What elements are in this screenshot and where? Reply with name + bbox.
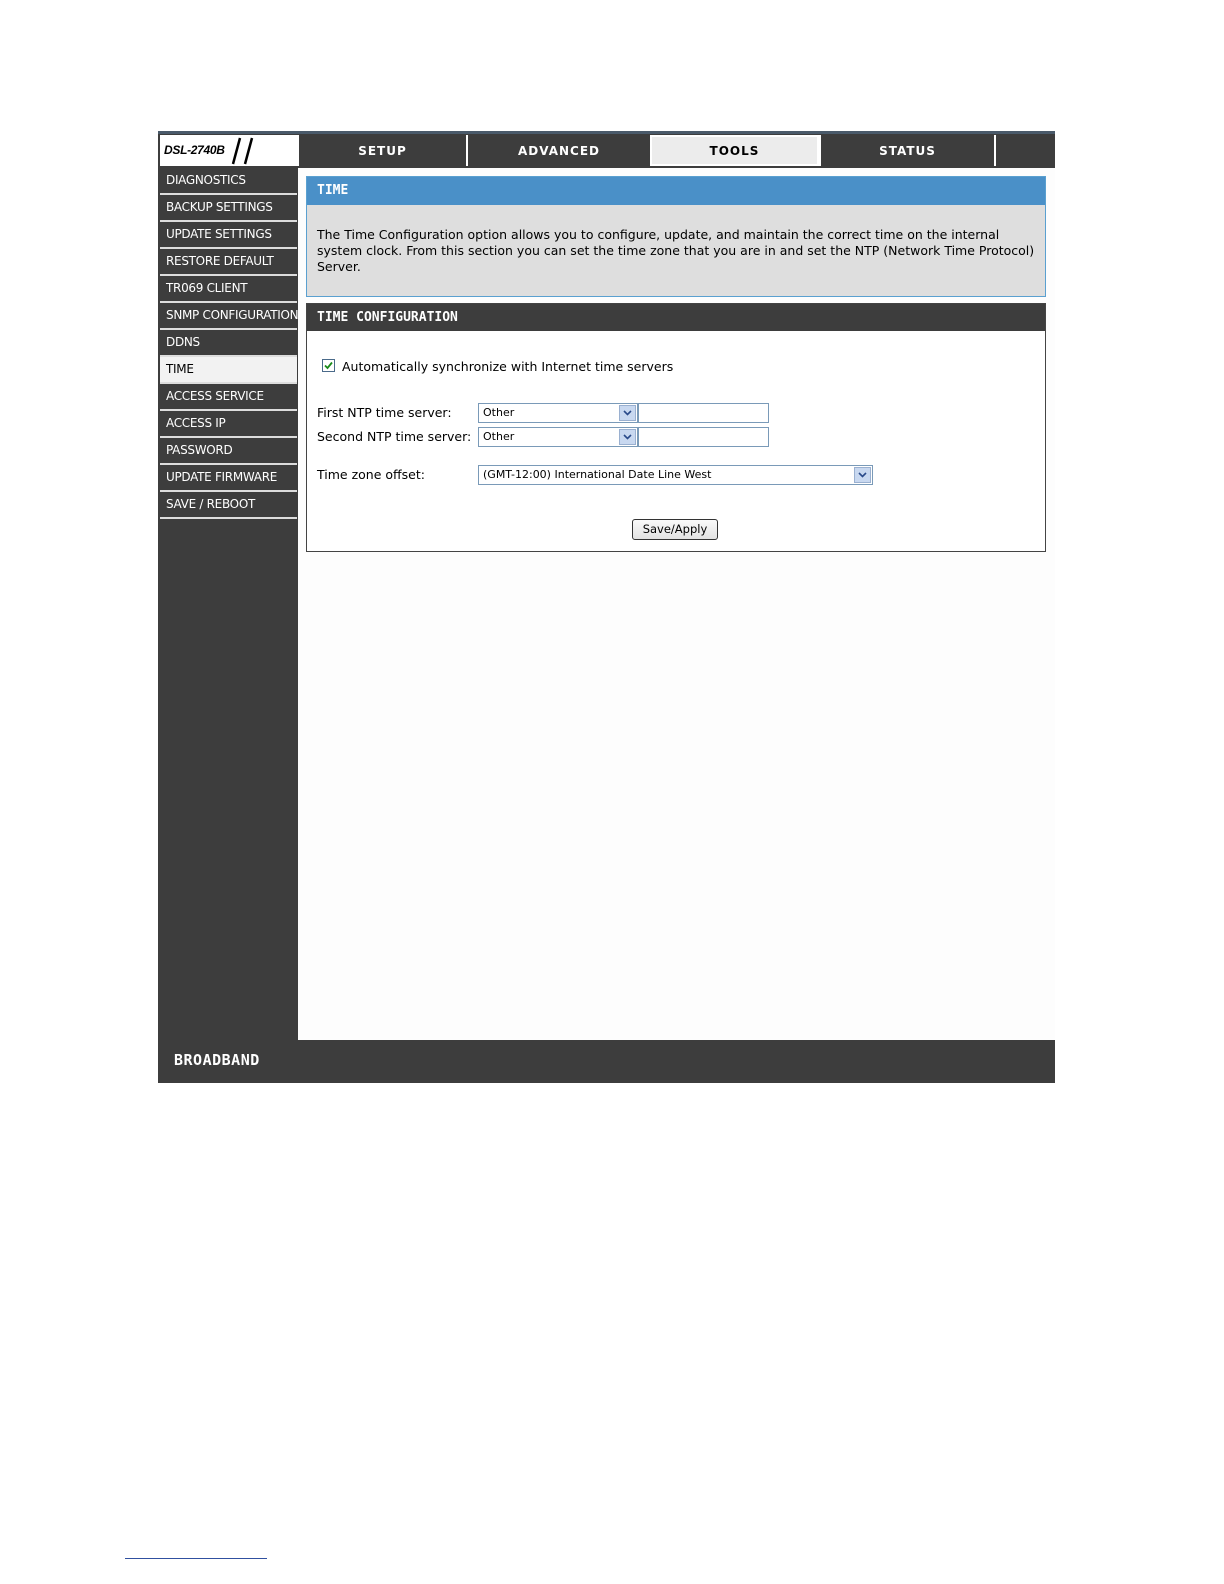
check-icon bbox=[323, 360, 334, 371]
time-panel-title: TIME bbox=[307, 177, 1045, 205]
first-ntp-custom-input[interactable] bbox=[638, 403, 769, 423]
router-frame bbox=[158, 131, 1055, 1083]
time-info-panel bbox=[306, 176, 1046, 297]
footer-brand: BROADBAND bbox=[174, 1051, 260, 1069]
main-content bbox=[298, 168, 1055, 1040]
sidebar-item-password[interactable]: PASSWORD bbox=[160, 438, 297, 465]
timezone-selected: (GMT-12:00) International Date Line West bbox=[483, 468, 712, 481]
first-ntp-selected: Other bbox=[483, 406, 515, 419]
tab-setup[interactable] bbox=[297, 135, 466, 166]
sidebar-item-restore-default[interactable]: RESTORE DEFAULT bbox=[160, 249, 297, 276]
first-ntp-select[interactable] bbox=[478, 403, 638, 423]
logo-slash-icon bbox=[230, 137, 256, 165]
auto-sync-checkbox[interactable] bbox=[322, 359, 335, 372]
time-configuration-panel bbox=[306, 303, 1046, 552]
tab-blank bbox=[994, 135, 1055, 166]
sidebar-item-access-service[interactable]: ACCESS SERVICE bbox=[160, 384, 297, 411]
sidebar-item-time[interactable]: TIME bbox=[160, 357, 297, 384]
chevron-down-icon bbox=[619, 405, 636, 421]
first-ntp-label: First NTP time server: bbox=[317, 405, 452, 420]
second-ntp-custom-input[interactable] bbox=[638, 427, 769, 447]
sidebar bbox=[160, 168, 297, 519]
sidebar-item-update-firmware[interactable]: UPDATE FIRMWARE bbox=[160, 465, 297, 492]
tab-status[interactable] bbox=[819, 135, 994, 166]
auto-sync-label: Automatically synchronize with Internet time servers bbox=[342, 359, 674, 374]
second-ntp-selected: Other bbox=[483, 430, 515, 443]
tab-advanced[interactable] bbox=[466, 135, 650, 166]
sidebar-item-access-ip[interactable]: ACCESS IP bbox=[160, 411, 297, 438]
config-panel-title: TIME CONFIGURATION bbox=[307, 304, 1045, 331]
tab-label: TOOLS bbox=[709, 143, 760, 158]
timezone-label: Time zone offset: bbox=[317, 467, 425, 482]
second-ntp-label: Second NTP time server: bbox=[317, 429, 472, 444]
tab-label: ADVANCED bbox=[517, 143, 600, 158]
sidebar-item-snmp-configuration[interactable]: SNMP CONFIGURATION bbox=[160, 303, 297, 330]
chevron-down-icon bbox=[619, 429, 636, 445]
sidebar-item-tr069-client[interactable]: TR069 CLIENT bbox=[160, 276, 297, 303]
sidebar-item-ddns[interactable]: DDNS bbox=[160, 330, 297, 357]
logo-text: DSL-2740B bbox=[164, 143, 225, 157]
tab-label: SETUP bbox=[358, 143, 407, 158]
footer bbox=[158, 1040, 1055, 1083]
logo bbox=[160, 135, 298, 166]
tab-label: STATUS bbox=[879, 143, 936, 158]
footnote-divider bbox=[125, 1558, 267, 1559]
sidebar-item-update-settings[interactable]: UPDATE SETTINGS bbox=[160, 222, 297, 249]
sidebar-item-diagnostics[interactable]: DIAGNOSTICS bbox=[160, 168, 297, 195]
save-apply-button[interactable]: Save/Apply bbox=[632, 519, 718, 540]
second-ntp-select[interactable] bbox=[478, 427, 638, 447]
sidebar-item-save-reboot[interactable]: SAVE / REBOOT bbox=[160, 492, 297, 519]
time-panel-description: The Time Configuration option allows you to configure, update, and maintain the correct time on the internal system clock. From this section you can set the time zone that you are in and set the NTP (Network Time Protocol) Server. bbox=[317, 227, 1035, 274]
top-border bbox=[158, 131, 1055, 134]
tab-tools[interactable] bbox=[650, 135, 819, 166]
timezone-select[interactable] bbox=[478, 465, 873, 485]
sidebar-item-backup-settings[interactable]: BACKUP SETTINGS bbox=[160, 195, 297, 222]
chevron-down-icon bbox=[854, 467, 871, 483]
